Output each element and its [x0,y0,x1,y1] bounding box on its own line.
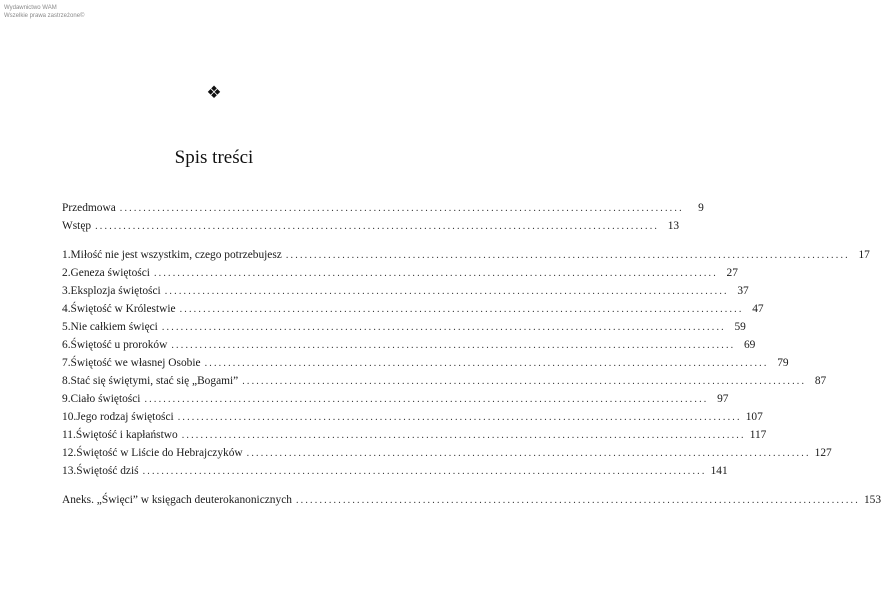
toc-entry-number: 10. [62,411,77,423]
dot-leader: ........................................................................................................................ [242,376,807,387]
dot-leader: ........................................................................................................................ [142,466,707,477]
toc-entry-chapter-1[interactable] [62,246,870,264]
toc-entry-page: 153 [863,494,881,506]
watermark-line-2: Wszelkie prawa zastrzeżone© [4,13,85,19]
toc-entry-page: 127 [814,447,832,459]
toc-entry-chapter-13[interactable] [62,462,728,480]
dot-leader: ........................................................................................................................ [95,221,660,232]
page-title: Spis treści [174,147,254,168]
toc-entry-label: Świętość w Królestwie [70,303,176,315]
dot-leader: ........................................................................................................................ [153,268,718,279]
toc-entry-page: 79 [777,357,789,369]
toc-entry-label: Świętość i kapłaństwo [75,429,178,441]
toc-entry-number: 4. [62,303,71,315]
toc-entry-front-1[interactable] [62,199,704,217]
toc-entry-label: Świętość dziś [76,465,139,477]
toc-entry-chapter-2[interactable] [62,264,738,282]
toc-entry-label: Świętość u proroków [70,339,168,351]
toc-entry-page: 59 [734,321,746,333]
toc-entry-page: 87 [814,375,827,387]
toc-entry-page: 97 [717,393,729,405]
toc-entry-page: 27 [726,267,738,279]
toc-entry-number: 1. [62,249,71,261]
toc-entry-page: 47 [752,303,764,315]
toc-entry-label: Wstęp [62,220,92,232]
dot-leader: ........................................................................................................................ [295,495,860,506]
toc-entry-page: 141 [710,465,728,477]
toc-entry-number: 11. [62,429,76,441]
toc-entry-chapter-7[interactable] [62,354,789,372]
dot-leader: ........................................................................................................................ [181,430,746,441]
toc-entry-number: 2. [62,267,71,279]
toc-entry-label: Ciało świętości [70,393,141,405]
dot-leader: ........................................................................................................................ [246,448,811,459]
toc-entry-chapter-6[interactable] [62,336,756,354]
toc-entry-page: 69 [743,339,756,351]
toc-entry-front-2[interactable] [62,217,680,235]
toc-entry-appendix[interactable] [62,491,881,509]
dot-leader: ........................................................................................................................ [161,322,726,333]
dot-leader: ........................................................................................................................ [144,394,709,405]
dot-leader: ........................................................................................................................ [204,358,769,369]
toc-entry-label: Eksplozja świętości [70,285,161,297]
dot-leader: ........................................................................................................................ [179,304,744,315]
toc-entry-label: Nie całkiem święci [70,321,158,333]
dot-leader: ........................................................................................................................ [171,340,736,351]
toc-entry-label: Miłość nie jest wszystkim, czego potrzebujesz [70,249,282,261]
dot-leader: ........................................................................................................................ [119,203,684,214]
watermark [4,4,84,20]
toc-entry-number: 8. [62,375,71,387]
toc-entry-page: 13 [667,220,680,232]
toc-entry-page: 117 [749,429,767,441]
toc-entry-page: 37 [737,285,749,297]
toc-entry-page: 9 [698,202,704,214]
toc-entry-label: Przedmowa [62,202,116,214]
toc-entry-label: Jego rodzaj świętości [76,411,174,423]
toc-entry-chapter-3[interactable] [62,282,749,300]
toc-entry-label: Świętość we własnej Osobie [70,357,201,369]
toc-entry-chapter-12[interactable] [62,444,832,462]
toc-entry-number: 13. [62,465,77,477]
toc-entry-page: 17 [858,249,870,261]
toc-entry-number: 9. [62,393,71,405]
toc-entry-page: 107 [745,411,763,423]
toc-entry-number: 3. [62,285,71,297]
ornament-icon: ❖ [206,83,222,102]
toc-entry-label: Aneks. „Święci” w księgach deuterokanonicznych [62,494,292,506]
toc-entry-number: 7. [62,357,71,369]
toc-entry-label: Geneza świętości [70,267,150,279]
toc-entry-chapter-9[interactable] [62,390,729,408]
dot-leader: ........................................................................................................................ [285,250,850,261]
dot-leader: ........................................................................................................................ [177,412,742,423]
toc-entry-chapter-5[interactable] [62,318,746,336]
toc-entry-chapter-10[interactable] [62,408,763,426]
toc-entry-chapter-4[interactable] [62,300,764,318]
toc-entry-number: 5. [62,321,71,333]
toc-entry-label: Stać się świętymi, stać się „Bogami” [70,375,239,387]
toc-entry-label: Świętość w Liście do Hebrajczyków [76,447,243,459]
dot-leader: ........................................................................................................................ [164,286,729,297]
watermark-line-1: Wydawnictwo WAM [4,5,57,11]
toc-entry-chapter-11[interactable] [62,426,767,444]
toc-entry-chapter-8[interactable] [62,372,827,390]
toc-entry-number: 6. [62,339,71,351]
toc-entry-number: 12. [62,447,77,459]
